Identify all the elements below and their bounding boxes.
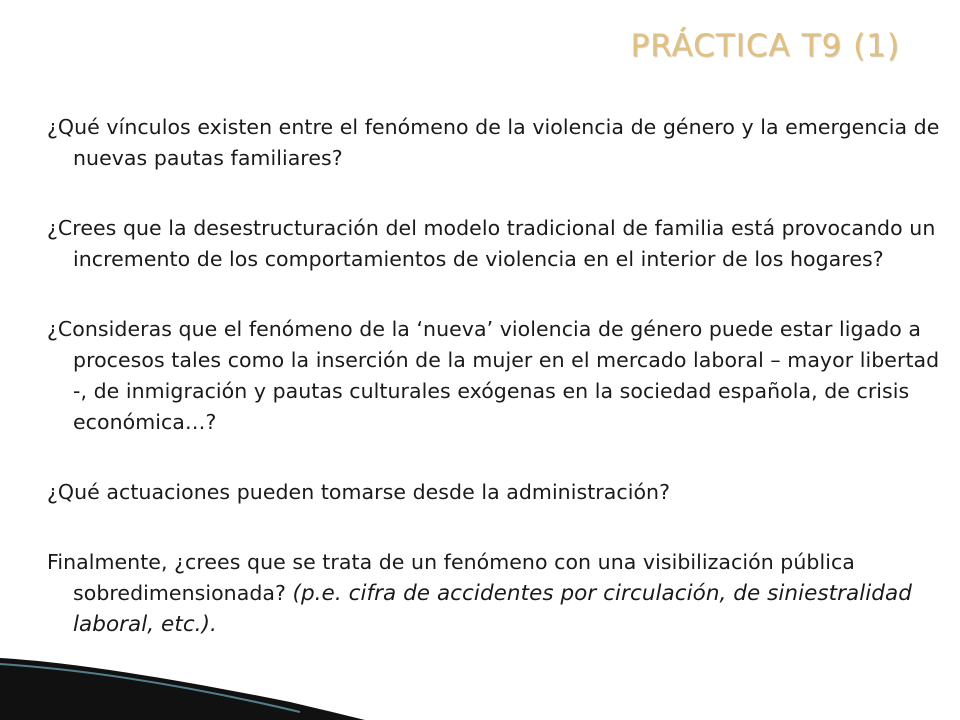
question-3: ¿Consideras que el fenómeno de la ‘nueva’ violencia de género puede estar ligado a procesos tales como la inserción de la mujer en el mercado laboral – mayor libertad -, de inmigración y pautas culturales exógenas en la sociedad española, de crisis económica…? [47,317,940,434]
question-2: ¿Crees que la desestructuración del modelo tradicional de familia está provocando un incremento de los comportamientos de violencia en el interior de los hogares? [47,216,936,271]
slide-body [47,112,947,640]
question-5 [47,547,947,640]
question-5-text: Finalmente, ¿crees que se trata de un fenómeno con una visibilización pública sobredimensionada? [47,550,855,605]
swoosh-dark [0,658,365,720]
slide-title: PRÁCTICA T9 (1) [630,28,900,64]
question-4: ¿Qué actuaciones pueden tomarse desde la administración? [47,480,671,504]
swoosh-highlight [0,664,300,712]
swoosh-accent [0,678,300,720]
question-1: ¿Qué vínculos existen entre el fenómeno de la violencia de género y la emergencia de nuevas pautas familiares? [47,115,940,170]
question-5-example: (p.e. cifra de accidentes por circulación, de siniestralidad laboral, etc.). [73,581,912,637]
